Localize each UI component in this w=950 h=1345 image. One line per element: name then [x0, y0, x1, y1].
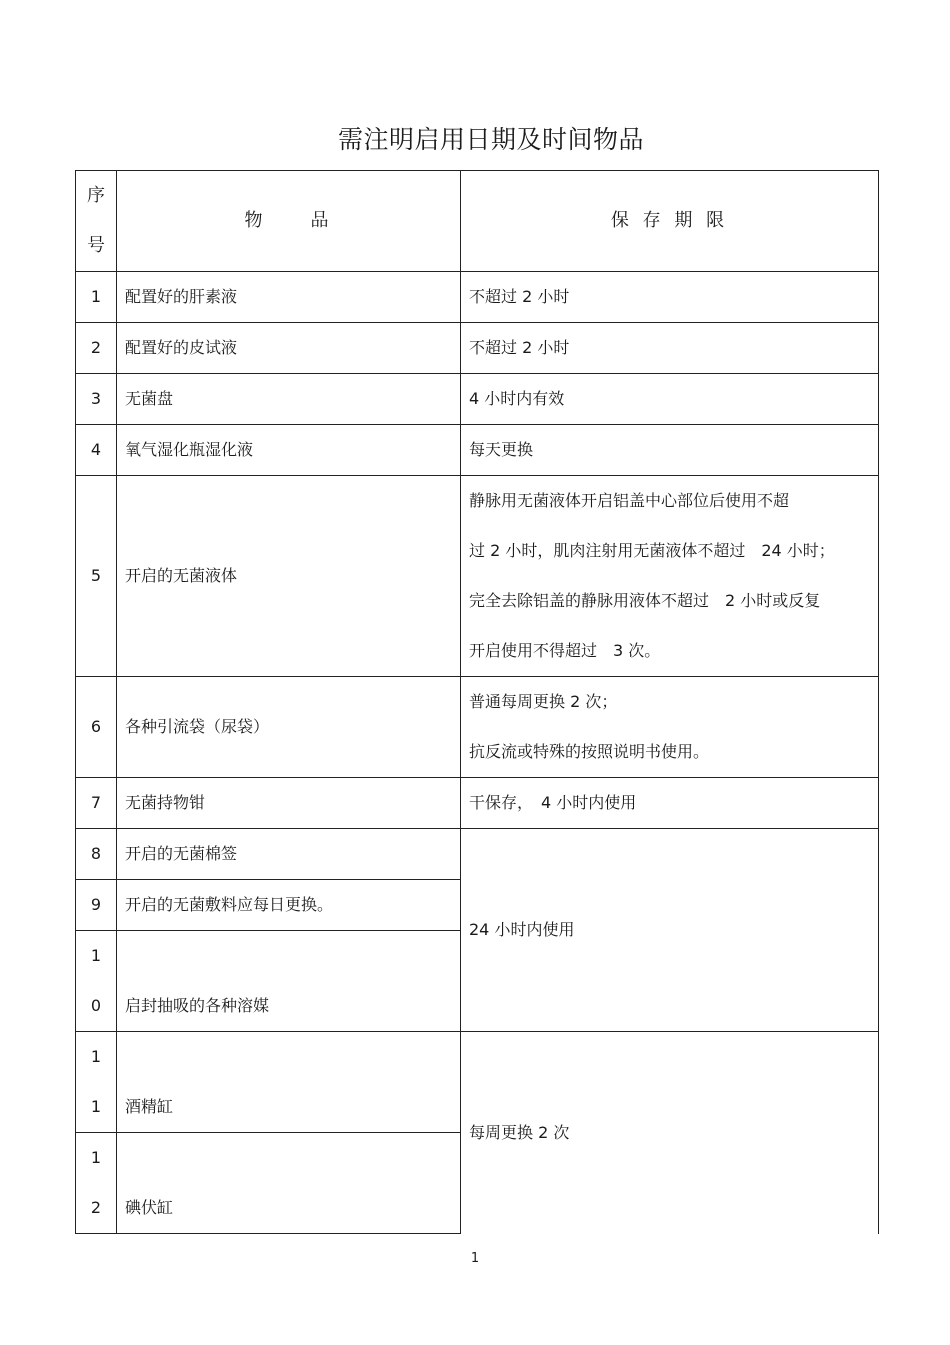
header-number [76, 171, 117, 272]
row-item [117, 1133, 461, 1234]
row-keep-period [461, 677, 879, 778]
row-item: 无菌持物钳 [117, 778, 461, 829]
row-number: 3 [76, 374, 117, 425]
group-keep-period: 24 小时内使用 [461, 829, 879, 1032]
row-item [117, 1032, 461, 1133]
row-number-line1: 1 [90, 946, 102, 965]
keep-line: 抗反流或特殊的按照说明书使用。 [469, 742, 710, 761]
row-keep-period: 每天更换 [461, 425, 879, 476]
table-header-row [76, 171, 879, 272]
row-keep-period: 不超过 2 小时 [461, 323, 879, 374]
row-item [117, 931, 461, 1032]
row-number-line1: 1 [90, 1047, 102, 1066]
row-item: 开启的无菌液体 [117, 476, 461, 677]
row-number: 9 [76, 880, 117, 931]
row-item-text: 启封抽吸的各种溶媒 [125, 996, 270, 1015]
row-item: 配置好的肝素液 [117, 272, 461, 323]
row-item: 无菌盘 [117, 374, 461, 425]
header-number-line1: 序 [87, 185, 105, 206]
row-item: 开启的无菌棉签 [117, 829, 461, 880]
row-number: 2 [76, 323, 117, 374]
row-keep-period [461, 476, 879, 677]
keep-line: 静脉用无菌液体开启铝盖中心部位后使用不超 [469, 491, 790, 510]
table-row [76, 1032, 879, 1133]
row-keep-period: 不超过 2 小时 [461, 272, 879, 323]
table-row [76, 272, 879, 323]
row-item: 配置好的皮试液 [117, 323, 461, 374]
row-number: 4 [76, 425, 117, 476]
table-row [76, 425, 879, 476]
table-row [76, 323, 879, 374]
table-row [76, 374, 879, 425]
storage-period-table [75, 170, 879, 1234]
header-number-line2: 号 [87, 235, 105, 256]
row-number-line1: 1 [90, 1148, 102, 1167]
row-number [76, 1032, 117, 1133]
page-number: 1 [470, 1251, 480, 1266]
row-number: 7 [76, 778, 117, 829]
row-item-text: 碘伏缸 [125, 1198, 174, 1217]
table-row [76, 677, 879, 778]
keep-line: 完全去除铝盖的静脉用液体不超过 2 小时或反复 [469, 591, 821, 610]
keep-line: 开启使用不得超过 3 次。 [469, 641, 661, 660]
group-keep-period: 每周更换 2 次 [461, 1032, 879, 1234]
header-item: 物 品 [117, 171, 461, 272]
row-number: 8 [76, 829, 117, 880]
row-number-line2: 1 [90, 1097, 102, 1116]
table-row [76, 829, 879, 880]
row-number-line2: 2 [90, 1198, 102, 1217]
table-row [76, 476, 879, 677]
keep-line: 过 2 小时，肌肉注射用无菌液体不超过 24 小时； [469, 541, 835, 560]
row-number [76, 1133, 117, 1234]
row-keep-period: 4 小时内有效 [461, 374, 879, 425]
row-number: 1 [76, 272, 117, 323]
row-number [76, 931, 117, 1032]
table-row [76, 778, 879, 829]
row-number: 6 [76, 677, 117, 778]
row-keep-period: 干保存， 4 小时内使用 [461, 778, 879, 829]
row-item: 各种引流袋（尿袋） [117, 677, 461, 778]
header-keep-period: 保 存 期 限 [461, 171, 879, 272]
row-number: 5 [76, 476, 117, 677]
row-number-line2: 0 [90, 996, 102, 1015]
row-item: 开启的无菌敷料应每日更换。 [117, 880, 461, 931]
keep-line: 普通每周更换 2 次； [469, 692, 618, 711]
row-item: 氧气湿化瓶湿化液 [117, 425, 461, 476]
page-title: 需注明启用日期及时间物品 [337, 125, 644, 154]
row-item-text: 酒精缸 [125, 1097, 174, 1116]
